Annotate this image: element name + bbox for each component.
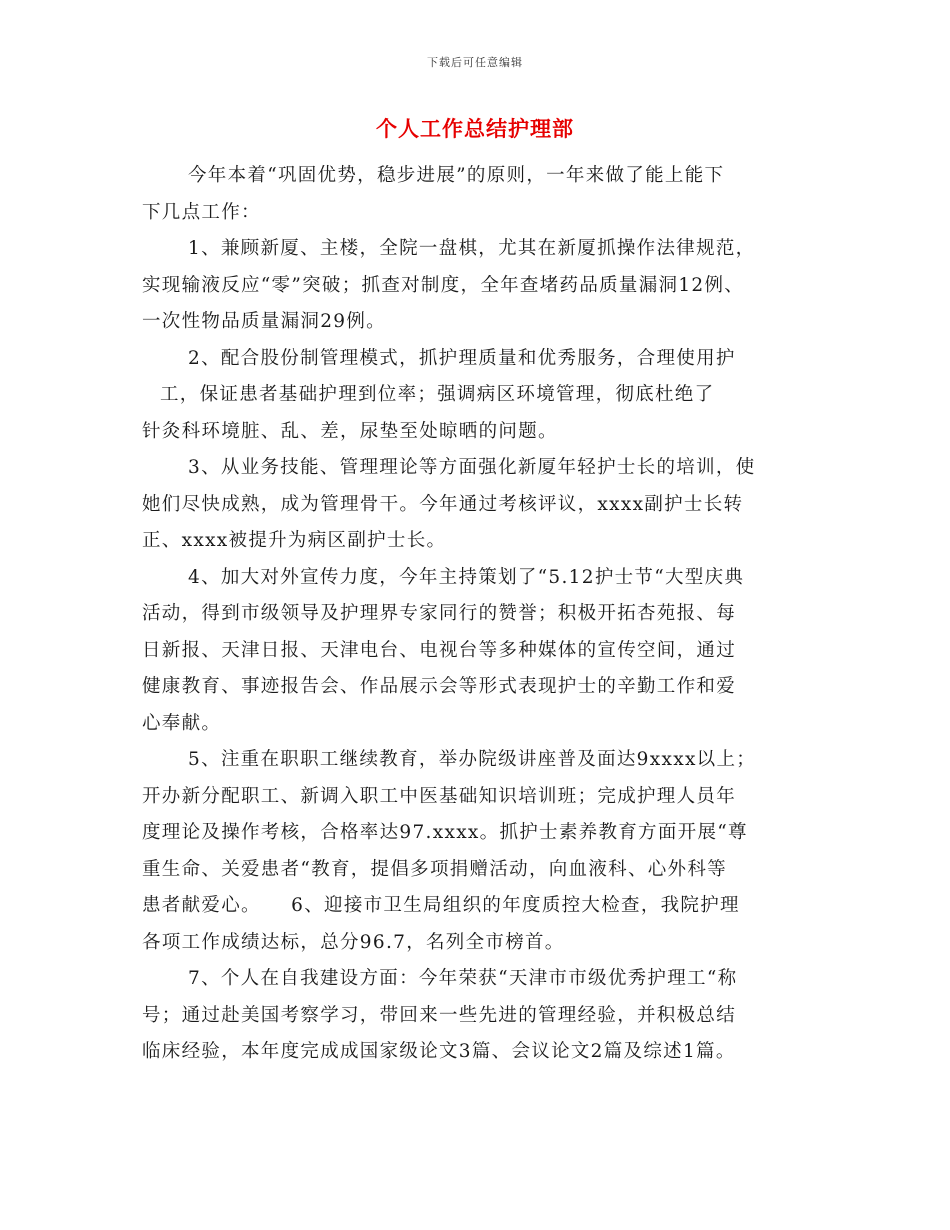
body-line: 临床经验，本年度完成成国家级论文3篇、会议论文2篇及综述1篇。	[142, 1041, 736, 1062]
body-line: 各项工作成绩达标，总分96.7，名列全市榜首。	[142, 931, 565, 953]
body-line: 针灸科环境脏、乱、差，尿垫至处晾晒的问题。	[142, 420, 558, 442]
body-line: 正、xxxx被提升为病区副护士长。	[142, 530, 447, 551]
body-line: 她们尽快成熟，成为管理骨干。今年通过考核评议，xxxx副护士长转	[142, 493, 744, 515]
document-body	[142, 158, 822, 1071]
body-line: 度理论及操作考核，合格率达97.xxxx。抓护士素养教育方面开展“尊	[142, 822, 748, 843]
body-line: 2、配合股份制管理模式，抓护理质量和优秀服务，合理使用护	[188, 347, 736, 369]
body-line: 今年本着“巩固优势，稳步进展”的原则，一年来做了能上能下	[188, 165, 725, 186]
body-line: 4、加大对外宣传力度，今年主持策划了“5.12护士节“大型庆典	[188, 566, 745, 588]
body-line: 工，保证患者基础护理到位率；强调病区环境管理，彻底杜绝了	[160, 384, 715, 405]
body-line: 重生命、关爱患者“教育，提倡多项捐赠活动，向血液科、心外科等	[142, 858, 727, 880]
document-title: 个人工作总结护理部	[376, 117, 574, 141]
body-line: 心奉献。	[142, 712, 222, 734]
body-line: 患者献爱心。 6、迎接市卫生局组织的年度质控大检查，我院护理	[142, 895, 740, 916]
body-line: 活动，得到市级领导及护理界专家同行的赞誉；积极开拓杏苑报、每	[142, 603, 737, 624]
body-line: 日新报、天津日报、天津电台、电视台等多种媒体的宣传空间，通过	[142, 639, 737, 661]
body-line: 开办新分配职工、新调入职工中医基础知识培训班；完成护理人员年	[142, 785, 737, 807]
body-line: 下几点工作：	[142, 201, 261, 223]
body-line: 5、注重在职职工继续教育，举办院级讲座普及面达9xxxx以上；	[188, 749, 757, 770]
body-line: 健康教育、事迹报告会、作品展示会等形式表现护士的辛勤工作和爱	[142, 676, 737, 697]
body-line: 号；通过赴美国考察学习，带回来一些先进的管理经验，并积极总结	[142, 1004, 737, 1026]
body-line: 3、从业务技能、管理理论等方面强化新厦年轻护士长的培训，使	[188, 457, 756, 478]
body-line: 1、兼顾新厦、主楼，全院一盘棋，尤其在新厦抓操作法律规范，	[188, 238, 756, 259]
body-line: 实现输液反应“零”突破；抓查对制度，全年查堵药品质量漏洞12例、	[142, 274, 745, 296]
header-note: 下载后可任意编辑	[427, 56, 523, 69]
body-line: 一次性物品质量漏洞29例。	[142, 311, 386, 332]
body-line: 7、个人在自我建设方面：今年荣获“天津市市级优秀护理工“称	[188, 968, 738, 989]
